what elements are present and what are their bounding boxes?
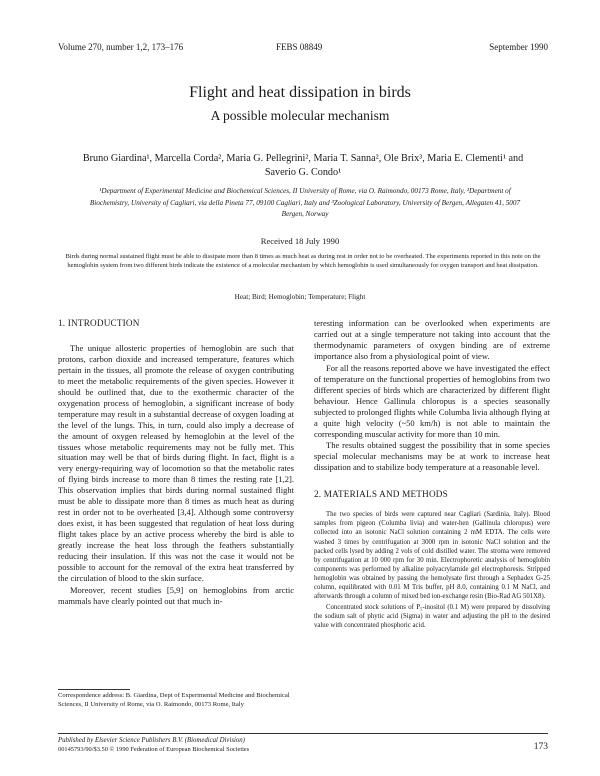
publisher-line: Published by Elsevier Science Publishers B.V. (Biomedical Division) [58, 737, 245, 744]
left-column [58, 318, 294, 608]
article-subtitle: A possible molecular mechanism [210, 108, 390, 123]
footnote-rule [58, 689, 130, 690]
running-header [58, 42, 548, 56]
methods-paragraph-1: The two species of birds were captured near Cagliari (Sardinia, Italy). Blood samples from pigeon (Columba livia) and water-hen (Gallinula chloropus) were collected into an isotonic NaCl solution containing 2 mM EDTA. The cells were washed 3 times by centrifugation at 3000 rpm in isotonic NaCl solution and the packed cells lysed by adding 2 vols of cold distilled water. The stroma were removed by centrifugation at 10 000 rpm for 30 min. Electrophoretic analysis of hemoglobin components was performed by alkaline polyacrylamide gel electrophoresis. Stripped hemoglobin was obtained by passing the hemolysate first through a Sephadex G-25 column, equilibrated with 0.01 M Tris buffer, pH 8.0, containing 0.1 M NaCl, and afterwards through a column of mixed bed ion-exchange resin (Bio-Rad AG 501X8). [314, 511, 550, 601]
footer-rule [58, 733, 548, 734]
introduction-heading: 1. INTRODUCTION [58, 318, 140, 328]
intro-paragraph-2: Moreover, recent studies [5,9] on hemoglobins from arctic mammals have clearly pointed out that much in- [58, 584, 294, 606]
volume-info: Volume 270, number 1,2, 173–176 [58, 42, 184, 52]
article-title: Flight and heat dissipation in birds [189, 84, 411, 101]
abstract: Birds during normal sustained flight must be able to dissipate more than 8 times as much heat as during rest in order not to be overheated. The experiments reported in this note on the hemoglobin system from two different birds indicate the existence of a molecular mechanism by which hemoglobin is used simultaneously for oxygen transport and heat dissipation. [65, 253, 541, 269]
received-date: Received 18 July 1990 [260, 236, 340, 246]
issn-line: 00145793/90/$3.50 © 1990 Federation of European Biochemical Societies [58, 746, 250, 753]
journal-code: FEBS 08849 [276, 42, 323, 52]
correspondence-footnote: Correspondence address: B. Giardina, Dept of Experimental Medicine and Biochemical Sciences, II University of Rome, via O. Raimondo, 00173 Rome, Italy [58, 692, 290, 708]
keywords: Heat; Bird; Hemoglobin; Temperature; Flight [234, 293, 366, 301]
right-column [314, 318, 550, 633]
author-list: Bruno Giardina¹, Marcella Corda², Maria G. Pellegrini², Maria T. Sanna², Ole Brix³, Maria E. Clementi¹ and Saverio G. Condo¹ [82, 153, 524, 178]
issue-date: September 1990 [489, 42, 548, 52]
intro-paragraph-4: For all the reasons reported above we have investigated the effect of temperature on the functional properties of hemoglobins from two different species of birds which are characterized by different flight behaviour. Hence Gallinula chloropus is a species seasonally subjected to prolonged flights while Columba livia although flying at a quite high velocity (~50 km/h) is not able to maintain the corresponding muscular activity for more than 10 min. [314, 362, 550, 439]
methods-heading: 2. MATERIALS AND METHODS [314, 489, 448, 500]
intro-paragraph-1: The unique allosteric properties of hemoglobin are such that protons, carbon dioxide and increased temperature, features which pertain in the tissues, all promote the release of oxygen contributing to meet the metabolic requirements of the given species. However it should be outlined that, due to the exothermic character of the oxygenation process of hemoglobin, a significant increase of body temperature may result in a substantial decrease of oxygen loading at the level of the lungs. This, in turn, could also imply a decrease of the amount of oxygen released by hemoglobin at the level of the tissues whose metabolic requirements may not be fully met. This situation may well be that of birds during flight. In fact, flight is a very energy-requiring way of locomotion so that the metabolic rates of flying birds increase to more than 8 times the resting rate [1,2]. This observation implies that birds during normal sustained flight must be able to dissipate more than 8 times as much heat as during rest in order not to be overheated [3,4]. Although some controversy does exist, it has been suggested that regulation of heat loss during flight takes place by an active process whereby the bird is able to greatly increase the heat loss through the feathers substantially reducing their insulation. If this was not the case it would not be possible to account for the removal of the extra heat transferred by the circulation of blood to the skin surface. [58, 342, 294, 583]
affiliations: ¹Department of Experimental Medicine and Biochemical Sciences, II University of Rome, via O. Raimondo, 00173 Rome, Italy, ²Department of Biochemistry, University of Cagliari, via della Pineta 77, 09100 Cagliari, Italy and ³Zoological Laboratory, University of Bergen, Allegaten 41, 5007 Bergen, Norway [89, 187, 521, 218]
intro-paragraph-5: The results obtained suggest the possibility that in some species special molecular mechanisms may be at work to increase heat dissipation and to stabilize body temperature at a reasonable level. [314, 440, 550, 473]
page-number: 173 [533, 742, 548, 752]
intro-paragraph-3: teresting information can be overlooked when experiments are carried out at a single temperature not taking into account that the thermodynamic parameters of oxygen binding are of extreme importance also from a physiological point of view. [314, 318, 550, 361]
methods-paragraph-2: Concentrated stock solutions of P₅-inositol (0.1 M) were prepared by dissolving the sodium salt of phytic acid (Sigma) in water and adjusting the pH to the desired value with concentrated phosphoric acid. [314, 604, 550, 630]
